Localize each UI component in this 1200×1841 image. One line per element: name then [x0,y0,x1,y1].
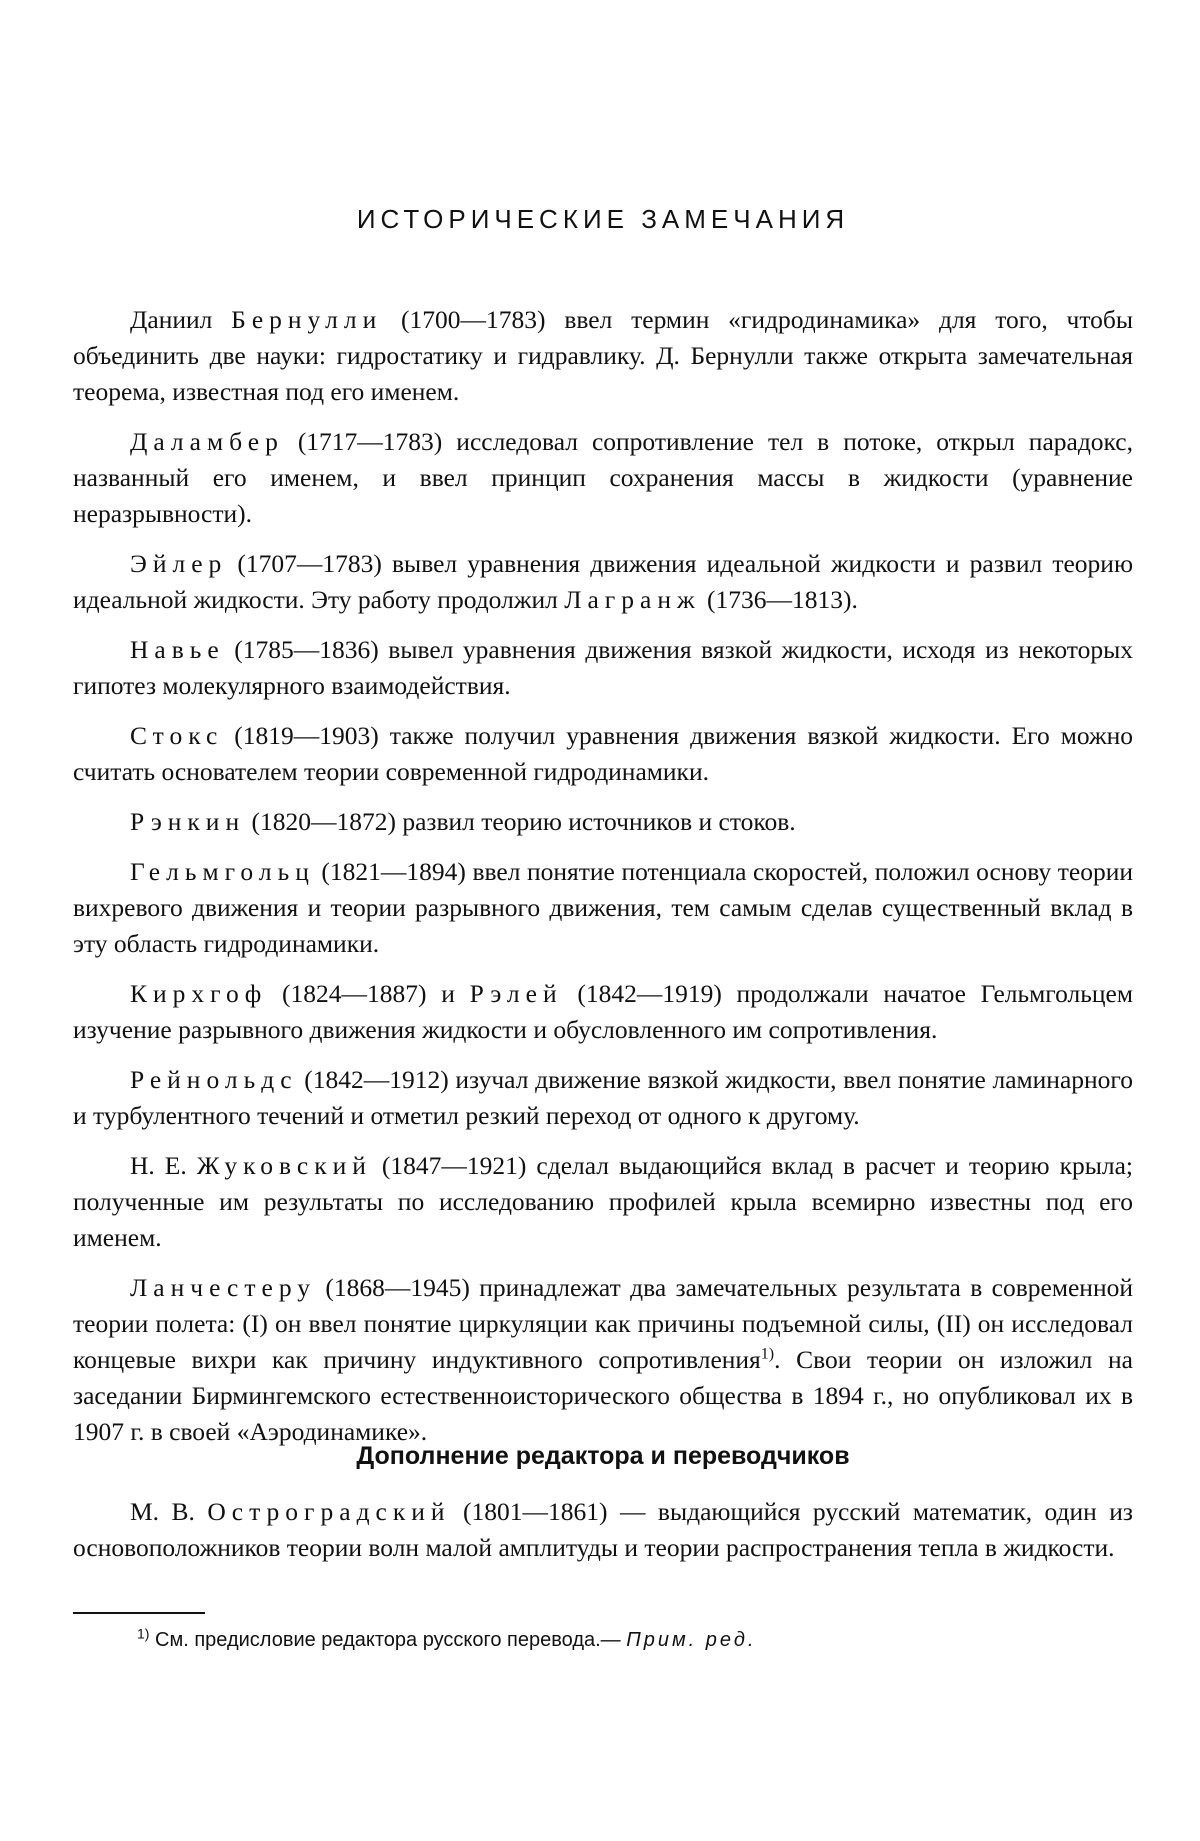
paragraph-zhukovsky [73,1148,1133,1256]
person-name-secondary: Лагранж [564,585,701,614]
person-name: Кирхгоф [130,979,268,1008]
person-name: Стокс [130,721,224,750]
paragraph-text: (1868—1945) принадлежат два замечательных результата в современной теории полета: (I) он ввел понятие циркуляции как причины подъемной силы, (II) он исследовал концевые вихри как причину индуктивного сопротивления [73,1273,1133,1374]
supplement-section [73,1494,1133,1580]
person-name: Рэнкин [130,807,246,836]
paragraph-text: (1785—1836) вывел уравнения движения вязкой жидкости, исходя из некоторых гипотез молекулярного взаимодействия. [73,635,1133,700]
paragraph-stokes [73,718,1133,790]
paragraph-text: (1717—1783) исследовал сопротивление тел в потоке, открыл парадокс, названный его именем, и ввел принцип сохранения массы в жидкости (уравнение неразрывности). [73,427,1133,528]
footnote [137,1626,1127,1654]
person-name: Ланчестеру [130,1273,316,1302]
paragraph-euler [73,546,1133,618]
historical-notes-body [73,302,1133,1464]
paragraph-bernoulli [73,302,1133,410]
person-name: Эйлер [130,549,228,578]
person-name: Гельмгольц [130,857,315,886]
paragraph-helmholtz [73,854,1133,962]
paragraph-reynolds [73,1062,1133,1134]
footnote-reference[interactable]: 1) [760,1345,775,1363]
paragraph-text: (1820—1872) развил теорию источников и стоков. [245,807,796,836]
footnote-note: Прим. ред. [626,1629,757,1651]
person-name: Даламбер [130,427,284,456]
person-name-secondary: Рэлей [469,979,563,1008]
footnote-mark: 1) [137,1625,150,1642]
paragraph-dalembert [73,424,1133,532]
paragraph-text: (1847—1921) сделал выдающийся вклад в расчет и теорию крыла; полученные им результаты по исследованию профилей крыла всемирно известны под его именем. [73,1151,1134,1252]
paragraph-text: (1842—1912) изучал движение вязкой жидкости, ввел понятие ламинарного и турбулентного течений и отметил резкий переход от одного к другому. [73,1065,1133,1130]
document-page [73,0,1133,1841]
section-heading: Дополнение редактора и переводчиков [356,1442,850,1470]
person-name: Жуковский [196,1151,372,1180]
page-title: ИСТОРИЧЕСКИЕ ЗАМЕЧАНИЯ [356,204,850,234]
paragraph-prefix: М. В. [130,1497,208,1526]
paragraph-prefix: Даниил [130,305,232,334]
paragraph-kirchhoff [73,976,1133,1048]
paragraph-text: (1821—1894) ввел понятие потенциала скоростей, положил основу теории вихревого движения и теории разрывного движения, тем самым сделав существенный вклад в эту область гидродинамики. [73,857,1133,958]
paragraph-lanchester [73,1270,1133,1450]
paragraph-text-secondary: (1736—1813). [700,585,858,614]
footnote-divider [73,1612,205,1614]
paragraph-rankine [73,804,1133,840]
paragraph-text: (1801—1861) — выдающийся русский математик, один из основоположников теории волн малой амплитуды и теории распространения тепла в жидкости. [73,1497,1133,1562]
footnote-text: См. предисловие редактора русского перевода.— [149,1629,627,1651]
paragraph-navier [73,632,1133,704]
person-name: Бернулли [231,305,383,334]
paragraph-text: (1700—1783) ввел термин «гидродинамика» для того, чтобы объединить две науки: гидростатику и гидравлику. Д. Бернулли также открыта замечательная теорема, известная под его именем. [73,305,1133,406]
paragraph-text: (1824—1887) и [267,979,470,1008]
person-name: Навье [130,635,225,664]
paragraph-text: (1819—1903) также получил уравнения движения вязкой жидкости. Его можно считать основателем теории современной гидродинамики. [73,721,1133,786]
paragraph-text-continued: . Свои теории он изложил на заседании Бирмингемского естественноисторического общества в 1894 г., но опубликовал их в 1907 г. в своей «Аэродинамике». [73,1345,1133,1446]
person-name: Рейнольдс [130,1065,298,1094]
paragraph-ostrogradsky [73,1494,1133,1566]
paragraph-text: (1707—1783) вывел уравнения движения идеальной жидкости и развил теорию идеальной жидкости. Эту работу продолжил [73,549,1133,614]
paragraph-prefix: Н. Е. [130,1151,197,1180]
paragraph-text-secondary: (1842—1919) продолжали начатое Гельмгольцем изучение разрывного движения жидкости и обусловленного им сопротивления. [73,979,1133,1044]
person-name: Остроградский [207,1497,451,1526]
